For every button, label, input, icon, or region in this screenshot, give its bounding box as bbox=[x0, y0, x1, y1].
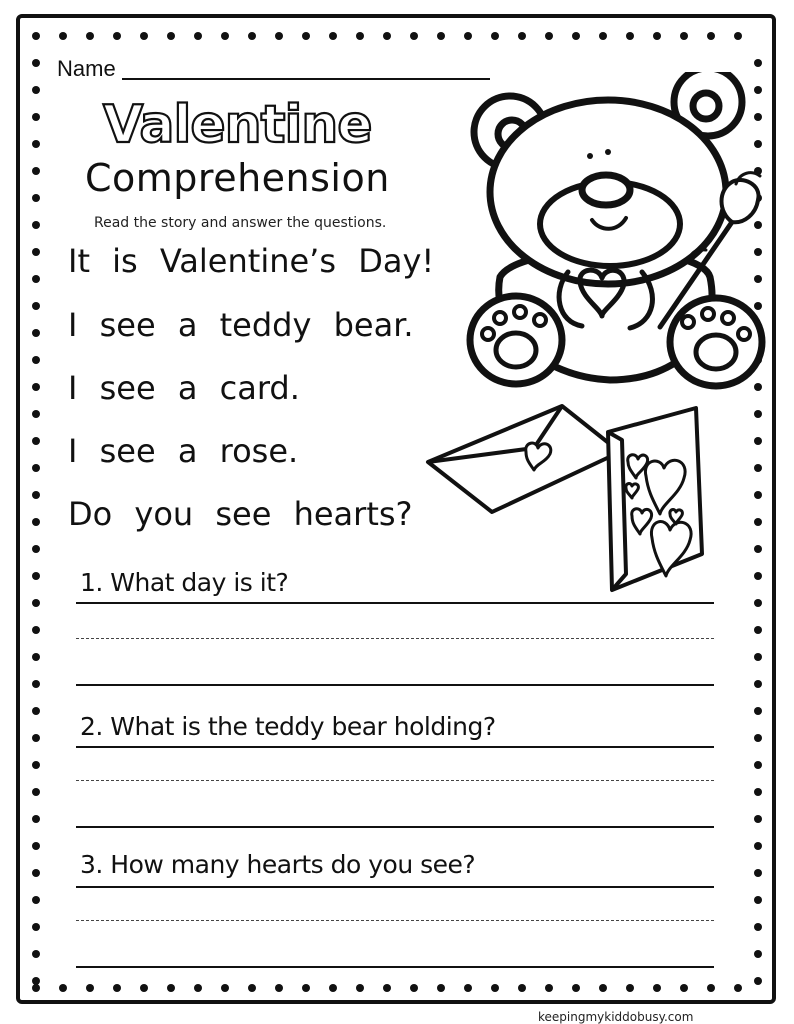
border-dot bbox=[754, 437, 762, 445]
border-dot bbox=[599, 32, 607, 40]
border-dot bbox=[59, 32, 67, 40]
border-dot bbox=[32, 572, 40, 580]
border-dot bbox=[754, 680, 762, 688]
border-dot bbox=[32, 626, 40, 634]
border-dot bbox=[518, 984, 526, 992]
border-dot bbox=[754, 599, 762, 607]
border-dot bbox=[754, 788, 762, 796]
story-line: I see a teddy bear. bbox=[68, 306, 414, 344]
border-dot bbox=[167, 984, 175, 992]
name-label: Name bbox=[57, 56, 116, 81]
border-dot bbox=[32, 329, 40, 337]
border-dot bbox=[464, 32, 472, 40]
border-dot bbox=[32, 113, 40, 121]
answer-line-mid[interactable] bbox=[76, 920, 714, 921]
border-dot bbox=[754, 464, 762, 472]
story-line: I see a rose. bbox=[68, 432, 299, 470]
border-dot bbox=[626, 32, 634, 40]
border-dot bbox=[491, 32, 499, 40]
border-dot bbox=[329, 984, 337, 992]
border-dot bbox=[32, 59, 40, 67]
story-line: It is Valentine’s Day! bbox=[68, 242, 435, 280]
border-dot bbox=[32, 518, 40, 526]
border-dot bbox=[754, 923, 762, 931]
border-dot bbox=[356, 984, 364, 992]
border-dot bbox=[32, 707, 40, 715]
border-dot bbox=[302, 32, 310, 40]
border-dot bbox=[754, 518, 762, 526]
border-dot bbox=[113, 984, 121, 992]
border-dot bbox=[32, 410, 40, 418]
border-dot bbox=[754, 950, 762, 958]
name-input-line[interactable] bbox=[122, 78, 490, 80]
border-dot bbox=[248, 984, 256, 992]
border-dot bbox=[572, 32, 580, 40]
border-dot bbox=[248, 32, 256, 40]
border-dot bbox=[32, 275, 40, 283]
border-dot bbox=[32, 194, 40, 202]
border-dot bbox=[545, 984, 553, 992]
teddy-bear-icon bbox=[460, 72, 770, 402]
border-dot bbox=[754, 815, 762, 823]
footer-site: keepingmykiddobusy.com bbox=[538, 1010, 694, 1024]
border-dot bbox=[32, 383, 40, 391]
question-2: 2. What is the teddy bear holding? bbox=[80, 712, 496, 741]
border-dot bbox=[734, 984, 742, 992]
border-dot bbox=[754, 734, 762, 742]
border-dot bbox=[754, 896, 762, 904]
question-1: 1. What day is it? bbox=[80, 568, 289, 597]
page-title bbox=[95, 92, 425, 154]
border-dot bbox=[32, 356, 40, 364]
border-dot bbox=[32, 896, 40, 904]
border-dot bbox=[626, 984, 634, 992]
border-dot bbox=[572, 984, 580, 992]
border-dot bbox=[32, 140, 40, 148]
border-dot bbox=[518, 32, 526, 40]
border-dot bbox=[167, 32, 175, 40]
border-dot bbox=[754, 869, 762, 877]
border-dot bbox=[464, 984, 472, 992]
border-dot bbox=[491, 984, 499, 992]
border-dot bbox=[734, 32, 742, 40]
border-dot bbox=[754, 572, 762, 580]
answer-line-bottom[interactable] bbox=[76, 684, 714, 686]
border-dot bbox=[32, 491, 40, 499]
border-dot bbox=[599, 984, 607, 992]
border-dot bbox=[410, 32, 418, 40]
instructions-text: Read the story and answer the questions. bbox=[94, 215, 387, 231]
answer-line-top[interactable] bbox=[76, 746, 714, 748]
border-dot bbox=[356, 32, 364, 40]
border-dot bbox=[32, 869, 40, 877]
border-dot bbox=[437, 32, 445, 40]
envelope-icon bbox=[422, 400, 622, 520]
border-dot bbox=[383, 32, 391, 40]
border-dot bbox=[707, 984, 715, 992]
border-dot bbox=[32, 923, 40, 931]
border-dot bbox=[754, 842, 762, 850]
border-dot bbox=[32, 302, 40, 310]
border-dot bbox=[302, 984, 310, 992]
border-dot bbox=[754, 761, 762, 769]
border-dot bbox=[32, 680, 40, 688]
border-dot bbox=[32, 167, 40, 175]
answer-line-mid[interactable] bbox=[76, 638, 714, 639]
border-dot bbox=[32, 815, 40, 823]
border-dot bbox=[754, 977, 762, 985]
border-dot bbox=[32, 977, 40, 985]
border-dot bbox=[221, 32, 229, 40]
border-dot bbox=[86, 984, 94, 992]
border-dot bbox=[32, 761, 40, 769]
border-dot bbox=[754, 653, 762, 661]
border-dot bbox=[545, 32, 553, 40]
answer-line-bottom[interactable] bbox=[76, 826, 714, 828]
border-dot bbox=[32, 86, 40, 94]
border-dot bbox=[32, 984, 40, 992]
border-dot bbox=[754, 491, 762, 499]
border-dot bbox=[410, 984, 418, 992]
border-dot bbox=[140, 984, 148, 992]
title-text: Valentine bbox=[103, 95, 372, 154]
answer-line-top[interactable] bbox=[76, 602, 714, 604]
border-dot bbox=[32, 248, 40, 256]
border-dot bbox=[32, 950, 40, 958]
border-dot bbox=[653, 984, 661, 992]
answer-line-mid[interactable] bbox=[76, 780, 714, 781]
border-dot bbox=[754, 410, 762, 418]
border-dot bbox=[32, 32, 40, 40]
border-dot bbox=[754, 707, 762, 715]
border-dot bbox=[194, 984, 202, 992]
border-dot bbox=[32, 599, 40, 607]
answer-line-bottom[interactable] bbox=[76, 966, 714, 968]
border-dot bbox=[194, 32, 202, 40]
border-dot bbox=[754, 59, 762, 67]
border-dot bbox=[32, 653, 40, 661]
border-dot bbox=[59, 984, 67, 992]
border-dot bbox=[275, 32, 283, 40]
border-dot bbox=[437, 984, 445, 992]
border-dot bbox=[329, 32, 337, 40]
border-dot bbox=[383, 984, 391, 992]
story-line: I see a card. bbox=[68, 369, 300, 407]
border-dot bbox=[32, 221, 40, 229]
border-dot bbox=[707, 32, 715, 40]
border-dot bbox=[680, 32, 688, 40]
border-dot bbox=[32, 734, 40, 742]
border-dot bbox=[32, 464, 40, 472]
answer-line-top[interactable] bbox=[76, 886, 714, 888]
border-dot bbox=[113, 32, 121, 40]
border-dot bbox=[32, 437, 40, 445]
border-dot bbox=[32, 842, 40, 850]
border-dot bbox=[32, 788, 40, 796]
valentine-card-icon bbox=[598, 404, 708, 596]
border-dot bbox=[754, 626, 762, 634]
border-dot bbox=[221, 984, 229, 992]
border-dot bbox=[86, 32, 94, 40]
border-dot bbox=[32, 545, 40, 553]
question-3: 3. How many hearts do you see? bbox=[80, 850, 476, 879]
story-line: Do you see hearts? bbox=[68, 495, 413, 533]
border-dot bbox=[653, 32, 661, 40]
border-dot bbox=[680, 984, 688, 992]
page-subtitle: Comprehension bbox=[85, 156, 390, 200]
border-dot bbox=[754, 545, 762, 553]
border-dot bbox=[275, 984, 283, 992]
border-dot bbox=[140, 32, 148, 40]
